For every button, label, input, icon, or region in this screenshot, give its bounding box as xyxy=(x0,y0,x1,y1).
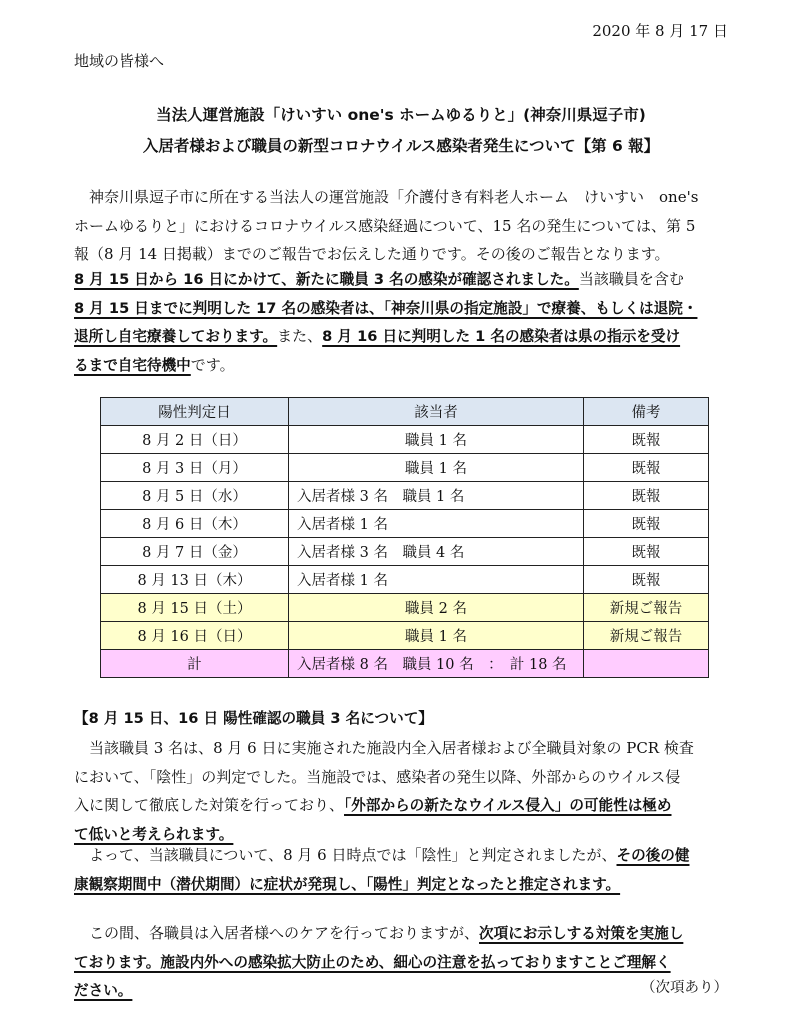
cell-date: 8 月 5 日（水） xyxy=(101,482,289,510)
closing-emphasis: ております。施設内外への感染拡大防止のため、細心の注意を払っておりますことご理解く xyxy=(74,953,671,971)
title-line-1: 当法人運営施設「けいすい one's ホームゆるりと」(神奈川県逗子市) xyxy=(156,106,646,124)
update-emphasis: るまで自宅待機中 xyxy=(74,356,191,374)
staff-emphasis: 「外部からの新たなウイルス侵入」の可能性は極め xyxy=(344,797,672,814)
table-row xyxy=(101,426,709,454)
staff-line: において、「陰性」の判定でした。当施設では、感染者の発生以降、外部からのウイルス侵 xyxy=(74,767,681,786)
cell-persons: 入居者様 3 名 職員 4 名 xyxy=(289,538,584,566)
table-row-new xyxy=(101,622,709,650)
update-emphasis: 8 月 16 日に判明した 1 名の感染者は県の指示を受け xyxy=(322,328,681,345)
update-text: また、 xyxy=(277,327,323,345)
cell-persons: 入居者様 3 名 職員 1 名 xyxy=(289,482,584,510)
staff-line: 当該職員 3 名は、8 月 6 日に実施された施設内全入居者様および全職員対象の PCR 検査 xyxy=(74,739,694,757)
update-emphasis: 8 月 15 日から 16 日にかけて、新たに職員 3 名の感染が確認されました。 xyxy=(74,271,579,288)
addressee: 地域の皆様へ xyxy=(74,52,165,70)
conclusion-line xyxy=(74,841,730,870)
cell-persons: 入居者様 1 名 xyxy=(289,510,584,538)
cell-date: 8 月 6 日（木） xyxy=(101,510,289,538)
cell-date: 8 月 2 日（日） xyxy=(101,426,289,454)
cell-date: 8 月 7 日（金） xyxy=(101,538,289,566)
staff-text: 入に関して徹底した対策を行っており、 xyxy=(74,796,345,814)
table-row-new xyxy=(101,594,709,622)
cell-note: 既報 xyxy=(584,538,709,566)
continued-note: （次項あり） xyxy=(641,980,728,996)
staff-paragraph xyxy=(74,734,730,848)
cell-total-note xyxy=(584,650,709,678)
conclusion-emphasis: 康観察期間中（潜伏期間）に症状が発現し、「陽性」判定となったと推定されます。 xyxy=(74,875,621,893)
cell-note: 既報 xyxy=(584,482,709,510)
intro-line: 神奈川県逗子市に所在する当法人の運営施設「介護付き有料老人ホーム けいすい one's xyxy=(74,188,699,206)
closing-line xyxy=(74,948,730,977)
cell-date: 8 月 15 日（土） xyxy=(101,594,289,622)
update-line xyxy=(74,294,730,323)
closing-emphasis: ださい。 xyxy=(74,982,133,999)
update-emphasis: 退所し自宅療養しております。 xyxy=(74,328,278,345)
intro-line: ホームゆるりと」におけるコロナウイルス感染経過について、15 名の発生については、第 5 xyxy=(74,216,696,235)
closing-paragraph xyxy=(74,919,730,1005)
closing-emphasis: 次項にお示しする対策を実施し xyxy=(479,925,684,942)
staff-emphasis: て低いと考えられます。 xyxy=(74,825,234,843)
update-line xyxy=(74,351,730,380)
update-text: です。 xyxy=(190,355,235,374)
header-note: 備考 xyxy=(584,398,709,426)
table-header-row xyxy=(101,398,709,426)
positive-cases-table xyxy=(100,397,709,678)
intro-paragraph xyxy=(74,183,730,269)
conclusion-line xyxy=(74,870,730,899)
cell-note: 既報 xyxy=(584,454,709,482)
table-row-total xyxy=(101,650,709,678)
title-line-2: 入居者様および職員の新型コロナウイルス感染者発生について【第 6 報】 xyxy=(142,137,660,155)
staff-line xyxy=(74,791,730,820)
conclusion-text: よって、当該職員について、8 月 6 日時点では「陰性」と判定されましたが、 xyxy=(74,846,617,864)
closing-line xyxy=(74,976,730,1005)
closing-text: この間、各職員は入居者様へのケアを行っておりますが、 xyxy=(74,924,480,942)
cell-note: 既報 xyxy=(584,510,709,538)
cell-persons: 職員 1 名 xyxy=(289,454,584,482)
header-persons: 該当者 xyxy=(289,398,584,426)
update-line xyxy=(74,322,730,351)
conclusion-paragraph xyxy=(74,841,730,898)
table-row xyxy=(101,566,709,594)
table-row xyxy=(101,454,709,482)
update-line xyxy=(74,265,730,294)
cell-total-persons: 入居者様 8 名 職員 10 名 ： 計 18 名 xyxy=(289,650,584,678)
cell-note: 新規ご報告 xyxy=(584,594,709,622)
cell-note: 既報 xyxy=(584,566,709,594)
cell-date: 8 月 16 日（日） xyxy=(101,622,289,650)
cell-persons: 職員 1 名 xyxy=(289,426,584,454)
table-row xyxy=(101,482,709,510)
cell-date: 8 月 13 日（木） xyxy=(101,566,289,594)
cell-total-label: 計 xyxy=(101,650,289,678)
section-heading: 【8 月 15 日、16 日 陽性確認の職員 3 名について】 xyxy=(74,710,433,727)
header-date: 陽性判定日 xyxy=(101,398,289,426)
table-row xyxy=(101,538,709,566)
table-row xyxy=(101,510,709,538)
update-paragraph xyxy=(74,265,730,379)
intro-line: 報（8 月 14 日掲載）までのご報告でお伝えした通りです。その後のご報告となります。 xyxy=(74,245,670,263)
cell-date: 8 月 3 日（月） xyxy=(101,454,289,482)
document-date: 2020 年 8 月 17 日 xyxy=(592,22,728,40)
update-emphasis: 8 月 15 日までに判明した 17 名の感染者は、「神奈川県の指定施設」で療養、もしくは退院・ xyxy=(74,299,698,317)
cell-persons: 職員 1 名 xyxy=(289,622,584,650)
cell-note: 新規ご報告 xyxy=(584,622,709,650)
cell-persons: 入居者様 1 名 xyxy=(289,566,584,594)
update-text: 当該職員を含む xyxy=(578,270,684,288)
cell-note: 既報 xyxy=(584,426,709,454)
closing-line xyxy=(74,919,730,948)
cell-persons: 職員 2 名 xyxy=(289,594,584,622)
conclusion-emphasis: その後の健 xyxy=(616,847,690,864)
